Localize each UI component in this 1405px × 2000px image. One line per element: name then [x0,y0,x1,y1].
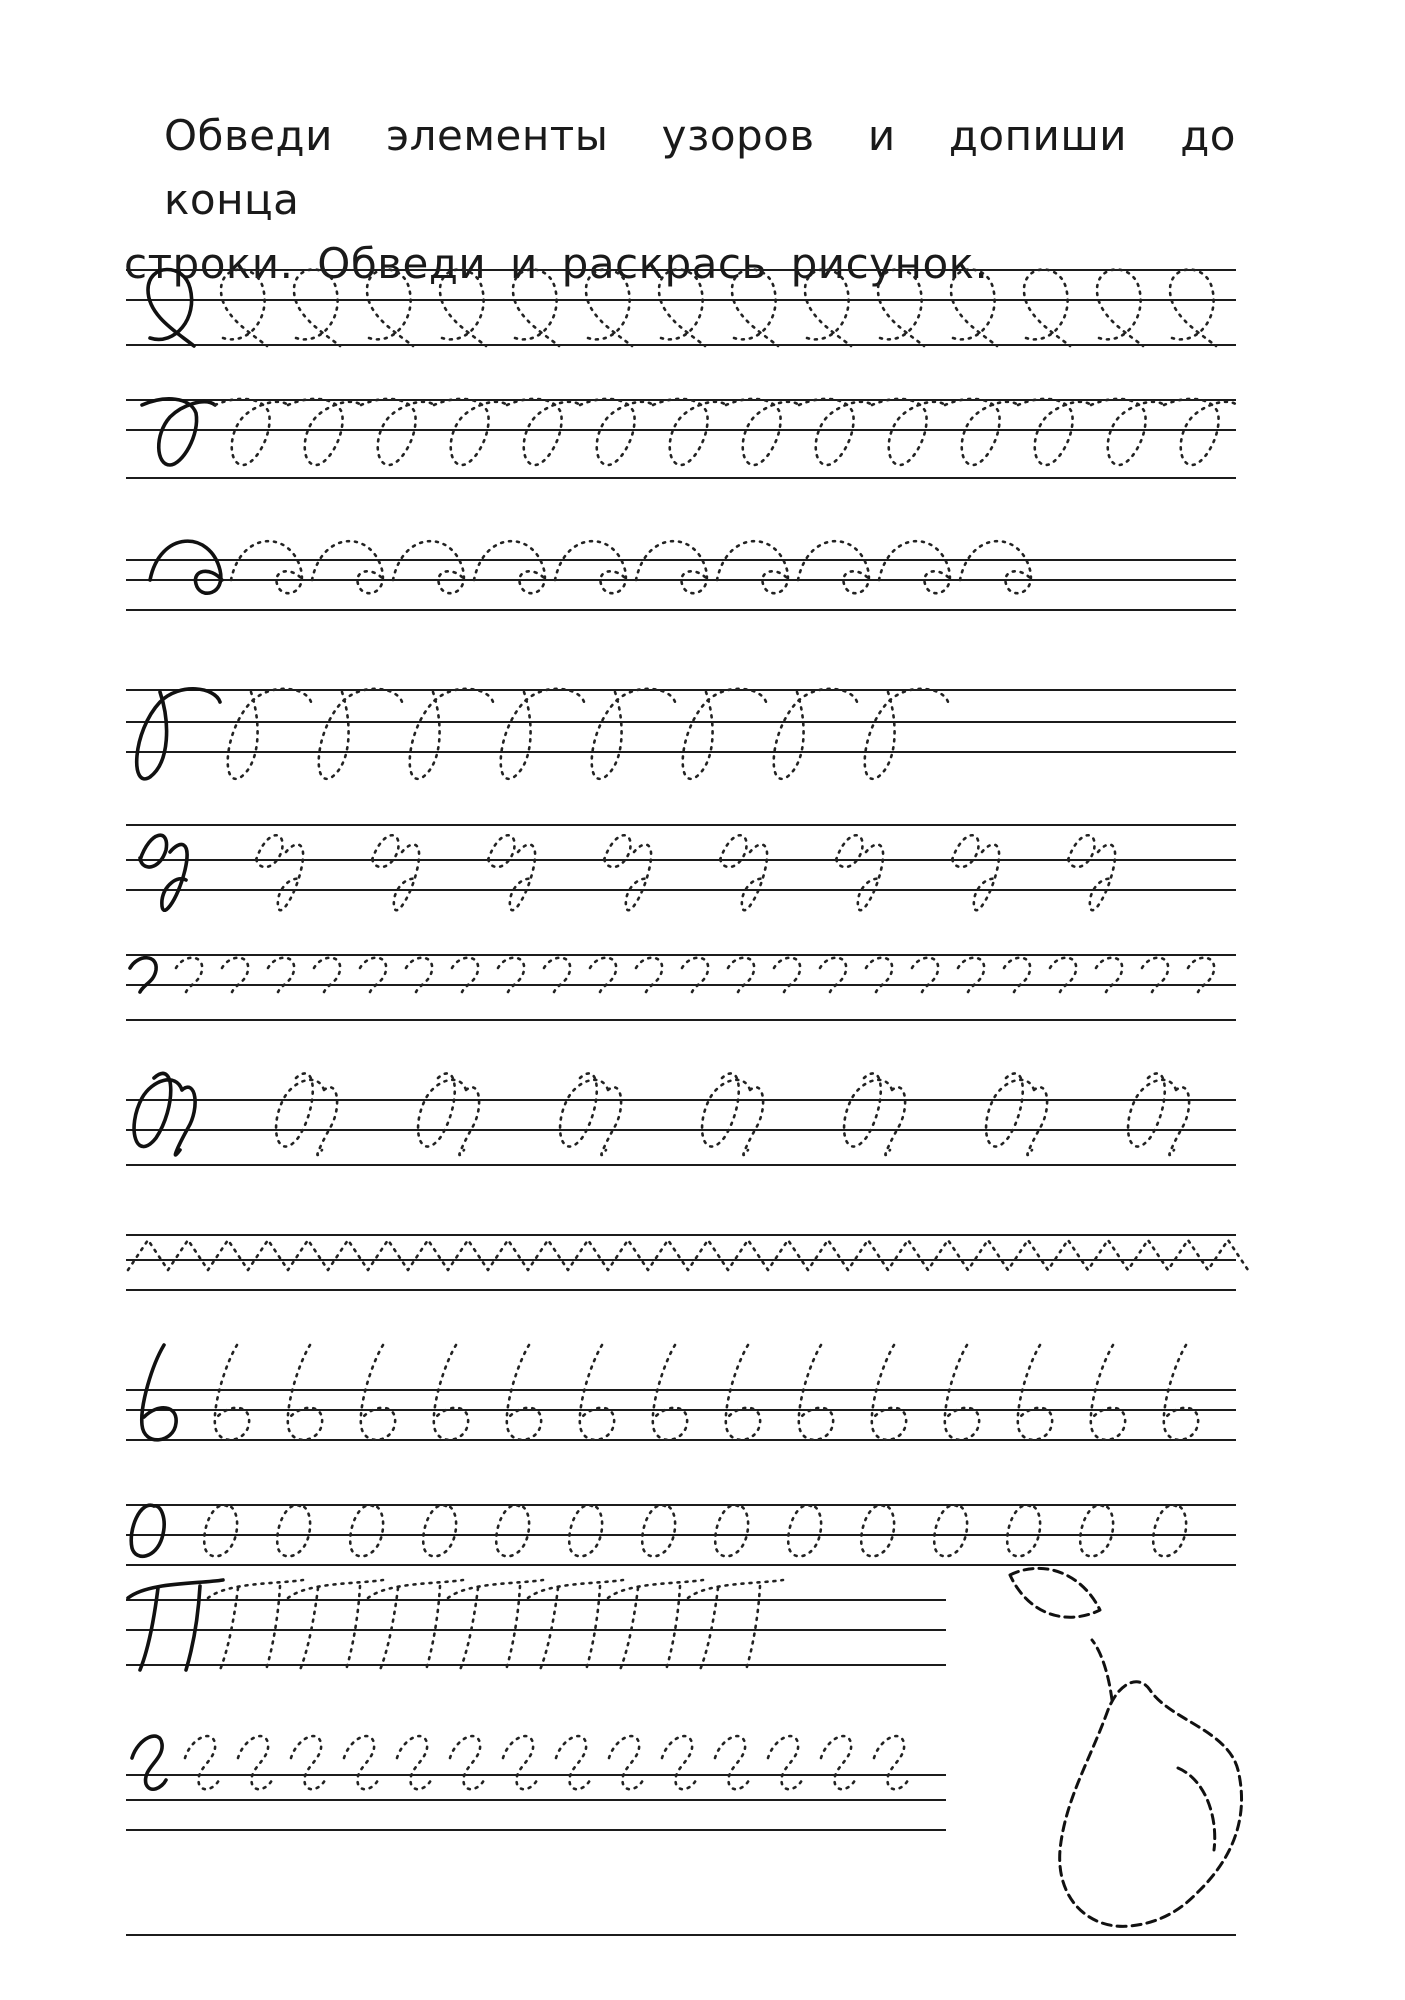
stroke-element [312,541,384,593]
stroke-element [231,541,303,593]
stroke-element [132,1736,166,1789]
stroke-element [528,1580,623,1670]
stroke-element [507,1345,541,1440]
stroke-element [715,1736,749,1789]
stroke-element [256,835,303,910]
stroke-element [951,269,997,346]
stroke-element [798,541,870,593]
stroke-element [861,1505,894,1556]
stroke-element [418,1073,479,1155]
stroke-element [277,1505,310,1556]
stroke-element [608,1580,703,1670]
stroke-element [215,1345,249,1440]
pear-highlight [1178,1768,1215,1850]
stroke-element [768,1736,802,1789]
stroke-element [774,958,800,992]
stroke-element [185,1736,219,1789]
stroke-element [410,689,493,779]
stroke-element [805,269,851,346]
stroke-element [367,269,413,346]
swinging-loop-row[interactable] [137,689,948,779]
stroke-element [799,399,872,465]
stroke-element [586,269,632,346]
stroke-element [866,958,892,992]
zigzag-row[interactable] [128,1240,1248,1270]
stroke-element [544,958,570,992]
stroke-element [361,399,434,465]
stroke-element [682,958,708,992]
stroke-element [148,269,194,346]
stroke-element [732,269,778,346]
stroke-element [590,958,616,992]
stroke-element [1170,269,1216,346]
stroke-element [874,1736,908,1789]
stroke-element [137,689,220,779]
stroke-element [1018,1345,1052,1440]
stroke-element [636,958,662,992]
stroke-element [872,399,945,465]
stroke-element [1097,269,1143,346]
stroke-element [501,689,584,779]
stroke-element [361,1345,395,1440]
stroke-element [513,269,559,346]
stroke-element [503,1736,537,1789]
stroke-element [865,689,948,779]
stroke-element [368,1580,463,1670]
pear-leaf [1010,1568,1100,1617]
small-hook-row[interactable] [130,958,1214,992]
stroke-element [555,541,627,593]
stroke-element [215,399,288,465]
stroke-element [609,1736,643,1789]
stroke-element [128,1580,223,1670]
stroke-element [642,1505,675,1556]
stroke-element [397,1736,431,1789]
stroke-element [434,1345,468,1440]
stroke-element [836,835,883,910]
stroke-element [423,1505,456,1556]
stroke-element [986,1073,1047,1155]
stroke-element [1128,1073,1189,1155]
stroke-element [960,541,1032,593]
stroke-element [452,958,478,992]
stroke-element [1007,1505,1040,1556]
stroke-element [150,541,222,593]
ruled-lines [126,270,1236,1935]
stroke-element [176,958,202,992]
tracing-rows [128,269,1248,1789]
stroke-element [726,1345,760,1440]
stroke-element [662,1736,696,1789]
stroke-element [406,958,432,992]
stroke-element [717,541,789,593]
instruction-line-2: строки. Обведи и раскрась рисунок. [124,239,989,288]
stroke-element [291,1736,325,1789]
stroke-element [204,1505,237,1556]
stroke-element [560,1073,621,1155]
stroke-element [1164,399,1237,465]
stroke-element [945,1345,979,1440]
stroke-element [683,689,766,779]
stroke-element [350,1505,383,1556]
stroke-element [507,399,580,465]
stroke-element [208,1580,303,1670]
stroke-element [592,689,675,779]
stroke-element [799,1345,833,1440]
stroke-element [1024,269,1070,346]
stroke-element [131,1505,164,1556]
stroke-element [726,399,799,465]
stroke-element [1091,1345,1125,1440]
stroke-element [142,399,215,465]
stroke-element [604,835,651,910]
stroke-element [1004,958,1030,992]
stroke-element [688,1580,783,1670]
stroke-element [1164,1345,1198,1440]
stroke-element [130,958,156,992]
stroke-element [360,958,386,992]
stroke-element [228,689,311,779]
stroke-element [288,1345,322,1440]
stroke-element [474,541,546,593]
arch-and-curl-row[interactable] [150,541,1032,593]
stroke-element [728,958,754,992]
stroke-element [653,1345,687,1440]
stroke-element [1080,1505,1113,1556]
stroke-element [222,958,248,992]
stroke-element [142,1345,176,1440]
stroke-element [958,958,984,992]
stroke-element [294,269,340,346]
stroke-element [912,958,938,992]
stroke-element [569,1505,602,1556]
stroke-element [450,1736,484,1789]
stroke-element [715,1505,748,1556]
cursive-capital-p-row[interactable] [128,1580,783,1670]
stroke-element [498,958,524,992]
stroke-element [788,1505,821,1556]
stroke-element [1018,399,1091,465]
instruction-line-1: Обведи элементы узоров и допиши до конца [164,111,1236,224]
stroke-element [1142,958,1168,992]
stroke-element [879,541,951,593]
stroke-element [720,835,767,910]
stroke-element [238,1736,272,1789]
stroke-element [821,1736,855,1789]
stroke-element [774,689,857,779]
pear-body [1060,1682,1242,1927]
cursive-g-row[interactable] [132,1736,908,1789]
pear-icon[interactable] [1010,1568,1242,1926]
stroke-element [1096,958,1122,992]
stroke-element [556,1736,590,1789]
stroke-element [372,835,419,910]
stroke-element [878,269,924,346]
stroke-element [448,1580,543,1670]
stroke-element [314,958,340,992]
stroke-element [580,1345,614,1440]
stroke-element [1153,1505,1186,1556]
stroke-element [434,399,507,465]
stroke-element [702,1073,763,1155]
stroke-element [1188,958,1214,992]
cursive-b-row[interactable] [142,1345,1198,1440]
stroke-element [844,1073,905,1155]
pear-stem [1092,1640,1112,1700]
stroke-element [344,1736,378,1789]
cursive-o-row[interactable] [131,1505,1186,1556]
stroke-element [276,1073,337,1155]
stroke-element [952,835,999,910]
stroke-element [1068,835,1115,910]
stroke-element [1050,958,1076,992]
stroke-element [496,1505,529,1556]
cursive-o-ya-row[interactable] [140,835,1115,910]
stroke-element [934,1505,967,1556]
stroke-element [872,1345,906,1440]
stroke-element [820,958,846,992]
stroke-element [221,269,267,346]
stroke-element [134,1073,195,1155]
stroke-element [288,1580,383,1670]
stroke-element [945,399,1018,465]
stroke-element [659,269,705,346]
stroke-element [140,835,187,910]
stroke-element [1091,399,1164,465]
stroke-element [488,835,535,910]
stroke-element [393,541,465,593]
inverted-loop-row[interactable] [142,399,1237,465]
loop-pattern-row[interactable] [148,269,1216,346]
stroke-element [319,689,402,779]
cursive-o-hook-row[interactable] [134,1073,1189,1155]
stroke-element [653,399,726,465]
stroke-element [580,399,653,465]
stroke-element [440,269,486,346]
stroke-element [268,958,294,992]
stroke-element [128,1240,1248,1270]
stroke-element [288,399,361,465]
stroke-element [636,541,708,593]
